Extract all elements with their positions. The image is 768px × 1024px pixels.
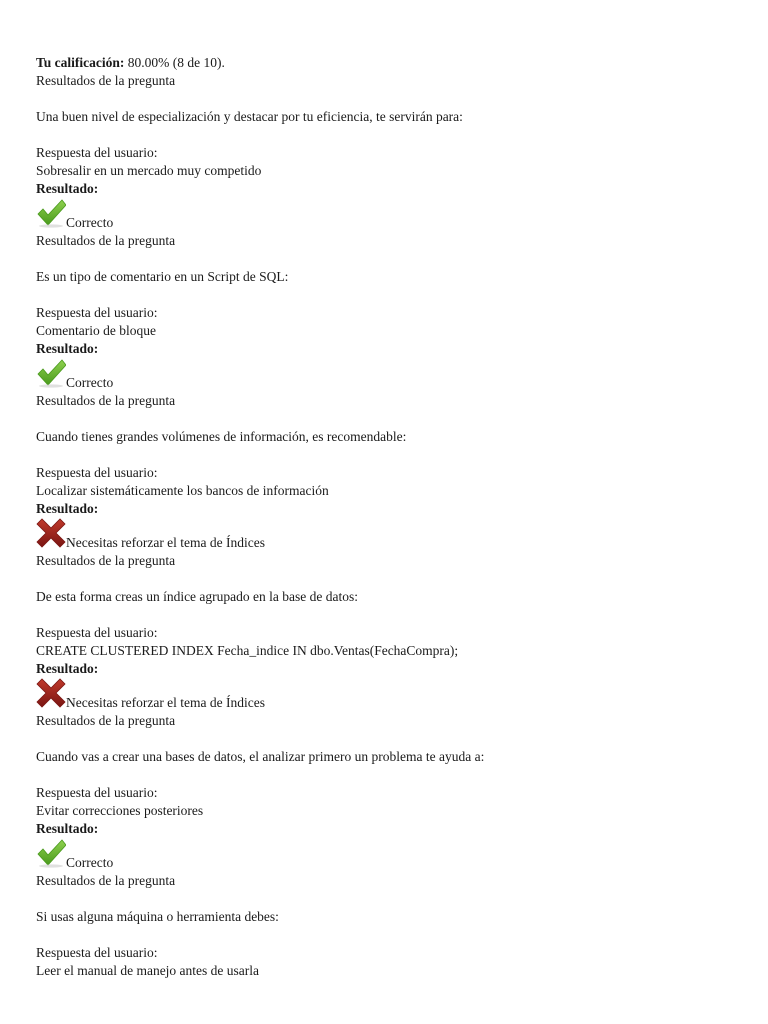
- user-answer-text: Evitar correcciones posteriores: [36, 803, 204, 818]
- question-results-header: Resultados de la pregunta: [36, 233, 176, 248]
- result-row: [36, 358, 736, 392]
- score-value: 80.00% (8 de 10).: [127, 55, 225, 70]
- checkmark-icon: [36, 838, 66, 868]
- question-block: [36, 392, 736, 552]
- question-text: Una buen nivel de especialización y destacar por tu eficiencia, te servirán para:: [36, 109, 463, 124]
- user-answer-text: Comentario de bloque: [36, 323, 156, 338]
- question-block: [36, 872, 736, 980]
- spacer: [36, 926, 736, 944]
- user-answer-label: Respuesta del usuario:: [36, 145, 158, 160]
- result-label: Resultado:: [36, 661, 99, 676]
- cross-icon: [36, 518, 66, 548]
- question-results-header: Resultados de la pregunta: [36, 553, 176, 568]
- result-label: Resultado:: [36, 181, 99, 196]
- result-row: [36, 838, 736, 872]
- result-label: Resultado:: [36, 501, 99, 516]
- user-answer-label: Respuesta del usuario:: [36, 625, 158, 640]
- quiz-results-document: [36, 54, 736, 980]
- spacer: [36, 250, 736, 268]
- spacer: [36, 570, 736, 588]
- checkmark-icon: [36, 358, 66, 388]
- question-text: Cuando tienes grandes volúmenes de información, es recomendable:: [36, 429, 407, 444]
- checkmark-icon: [36, 198, 66, 228]
- result-text: Necesitas reforzar el tema de Índices: [66, 695, 266, 710]
- question-block: [36, 552, 736, 712]
- spacer: [36, 606, 736, 624]
- question-block: [36, 712, 736, 872]
- result-text: Correcto: [66, 215, 114, 230]
- spacer: [36, 126, 736, 144]
- cross-icon: [36, 678, 66, 708]
- user-answer-text: Localizar sistemáticamente los bancos de información: [36, 483, 329, 498]
- question-block: [36, 72, 736, 232]
- result-label: Resultado:: [36, 821, 99, 836]
- question-results-header: Resultados de la pregunta: [36, 393, 176, 408]
- spacer: [36, 410, 736, 428]
- user-answer-text: CREATE CLUSTERED INDEX Fecha_indice IN dbo.Ventas(FechaCompra);: [36, 643, 459, 658]
- spacer: [36, 286, 736, 304]
- question-block: [36, 232, 736, 392]
- question-results-header: Resultados de la pregunta: [36, 713, 176, 728]
- result-row: [36, 678, 736, 712]
- question-list: [36, 72, 736, 980]
- spacer: [36, 90, 736, 108]
- result-row: [36, 198, 736, 232]
- question-text: Cuando vas a crear una bases de datos, el analizar primero un problema te ayuda a:: [36, 749, 485, 764]
- result-label: Resultado:: [36, 341, 99, 356]
- result-row: [36, 518, 736, 552]
- user-answer-text: Sobresalir en un mercado muy competido: [36, 163, 262, 178]
- question-text: Si usas alguna máquina o herramienta debes:: [36, 909, 279, 924]
- question-text: De esta forma creas un índice agrupado en la base de datos:: [36, 589, 358, 604]
- result-text: Correcto: [66, 855, 114, 870]
- user-answer-label: Respuesta del usuario:: [36, 465, 158, 480]
- question-results-header: Resultados de la pregunta: [36, 873, 176, 888]
- question-results-header: Resultados de la pregunta: [36, 73, 176, 88]
- user-answer-label: Respuesta del usuario:: [36, 945, 158, 960]
- user-answer-label: Respuesta del usuario:: [36, 785, 158, 800]
- spacer: [36, 730, 736, 748]
- result-text: Correcto: [66, 375, 114, 390]
- spacer: [36, 890, 736, 908]
- user-answer-label: Respuesta del usuario:: [36, 305, 158, 320]
- spacer: [36, 446, 736, 464]
- score-label: Tu calificación:: [36, 55, 125, 70]
- score-line: [36, 54, 736, 72]
- question-text: Es un tipo de comentario en un Script de SQL:: [36, 269, 289, 284]
- spacer: [36, 766, 736, 784]
- user-answer-text: Leer el manual de manejo antes de usarla: [36, 963, 260, 978]
- result-text: Necesitas reforzar el tema de Índices: [66, 535, 266, 550]
